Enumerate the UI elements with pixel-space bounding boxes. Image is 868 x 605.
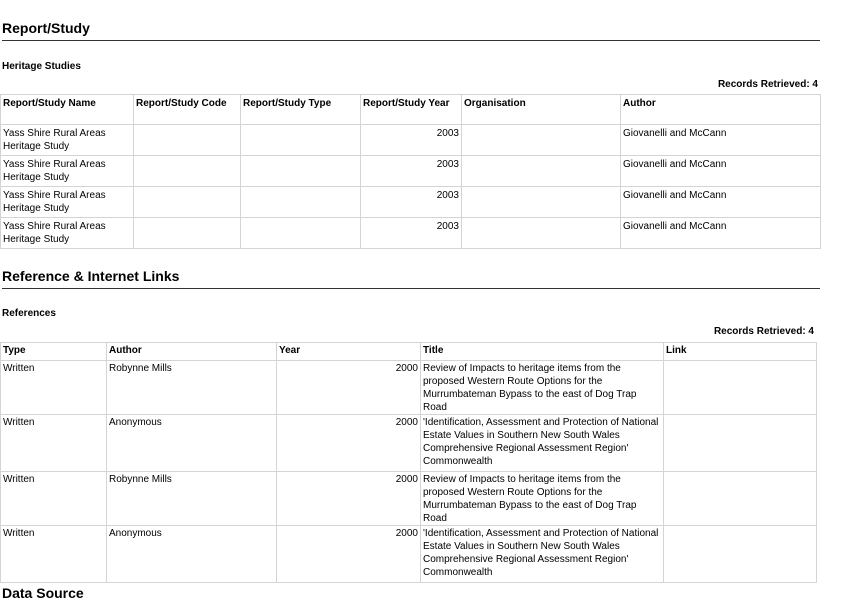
cell-title: Review of Impacts to heritage items from the proposed Western Route Options for the Murrumbateman Bypass to the east of Dog Trap Road: [421, 361, 664, 415]
cell-author: Giovanelli and McCann: [621, 187, 821, 218]
table-row: [1, 361, 817, 415]
table-row: [1, 472, 817, 526]
column-header-year: Year: [277, 343, 421, 361]
table-row: [1, 125, 821, 156]
cell-author: Robynne Mills: [107, 361, 277, 415]
cell-year: 2000: [277, 526, 421, 583]
cell-organisation: [462, 187, 621, 218]
column-header-author: Author: [107, 343, 277, 361]
column-header-author: Author: [621, 95, 821, 125]
cell-year: 2003: [361, 125, 462, 156]
column-header-title: Title: [421, 343, 664, 361]
cell-title: Review of Impacts to heritage items from the proposed Western Route Options for the Murrumbateman Bypass to the east of Dog Trap Road: [421, 472, 664, 526]
cell-code: [134, 125, 241, 156]
cell-year: 2000: [277, 472, 421, 526]
cell-year: 2000: [277, 415, 421, 472]
records-retrieved-references: Records Retrieved: 4: [713, 326, 814, 337]
cell-name: Yass Shire Rural Areas Heritage Study: [1, 187, 134, 218]
cell-organisation: [462, 156, 621, 187]
table-header-row: [1, 95, 821, 125]
cell-title: 'Identification, Assessment and Protection of National Estate Values in Southern New South Wales Comprehensive Regional Assessment Region' Commonwealth: [421, 526, 664, 583]
column-header-link: Link: [664, 343, 817, 361]
cell-type: Written: [1, 526, 107, 583]
cell-type: Written: [1, 361, 107, 415]
table-row: [1, 415, 817, 472]
cell-year: 2003: [361, 187, 462, 218]
cell-type: [241, 218, 361, 249]
cell-author: Anonymous: [107, 415, 277, 472]
cell-type: [241, 187, 361, 218]
cell-year: 2003: [361, 218, 462, 249]
cell-author: Giovanelli and McCann: [621, 125, 821, 156]
cell-link[interactable]: [664, 415, 817, 472]
cell-link[interactable]: [664, 472, 817, 526]
column-header-type: Report/Study Type: [241, 95, 361, 125]
cell-type: [241, 156, 361, 187]
cell-organisation: [462, 218, 621, 249]
cell-name: Yass Shire Rural Areas Heritage Study: [1, 156, 134, 187]
section-title-data-source: Data Source: [2, 585, 84, 601]
table-row: [1, 187, 821, 218]
column-header-year: Report/Study Year: [361, 95, 462, 125]
references-table: [0, 342, 817, 583]
column-header-type: Type: [1, 343, 107, 361]
subsection-references: References: [2, 308, 56, 319]
report-study-table: [0, 94, 821, 249]
cell-type: Written: [1, 472, 107, 526]
cell-type: [241, 125, 361, 156]
section-title-references: Reference & Internet Links: [2, 268, 820, 289]
cell-organisation: [462, 125, 621, 156]
table-header-row: [1, 343, 817, 361]
cell-code: [134, 187, 241, 218]
table-row: [1, 218, 821, 249]
records-retrieved-report-study: Records Retrieved: 4: [717, 79, 818, 90]
cell-author: Anonymous: [107, 526, 277, 583]
cell-title: 'Identification, Assessment and Protection of National Estate Values in Southern New South Wales Comprehensive Regional Assessment Region' Commonwealth: [421, 415, 664, 472]
cell-author: Giovanelli and McCann: [621, 218, 821, 249]
cell-code: [134, 218, 241, 249]
column-header-code: Report/Study Code: [134, 95, 241, 125]
cell-author: Giovanelli and McCann: [621, 156, 821, 187]
cell-link[interactable]: [664, 526, 817, 583]
column-header-name: Report/Study Name: [1, 95, 134, 125]
table-row: [1, 156, 821, 187]
cell-code: [134, 156, 241, 187]
cell-year: 2003: [361, 156, 462, 187]
cell-author: Robynne Mills: [107, 472, 277, 526]
section-title-report-study: Report/Study: [2, 20, 820, 41]
cell-name: Yass Shire Rural Areas Heritage Study: [1, 218, 134, 249]
cell-name: Yass Shire Rural Areas Heritage Study: [1, 125, 134, 156]
cell-year: 2000: [277, 361, 421, 415]
cell-link[interactable]: [664, 361, 817, 415]
cell-type: Written: [1, 415, 107, 472]
subsection-heritage-studies: Heritage Studies: [2, 61, 81, 72]
column-header-organisation: Organisation: [462, 95, 621, 125]
table-row: [1, 526, 817, 583]
